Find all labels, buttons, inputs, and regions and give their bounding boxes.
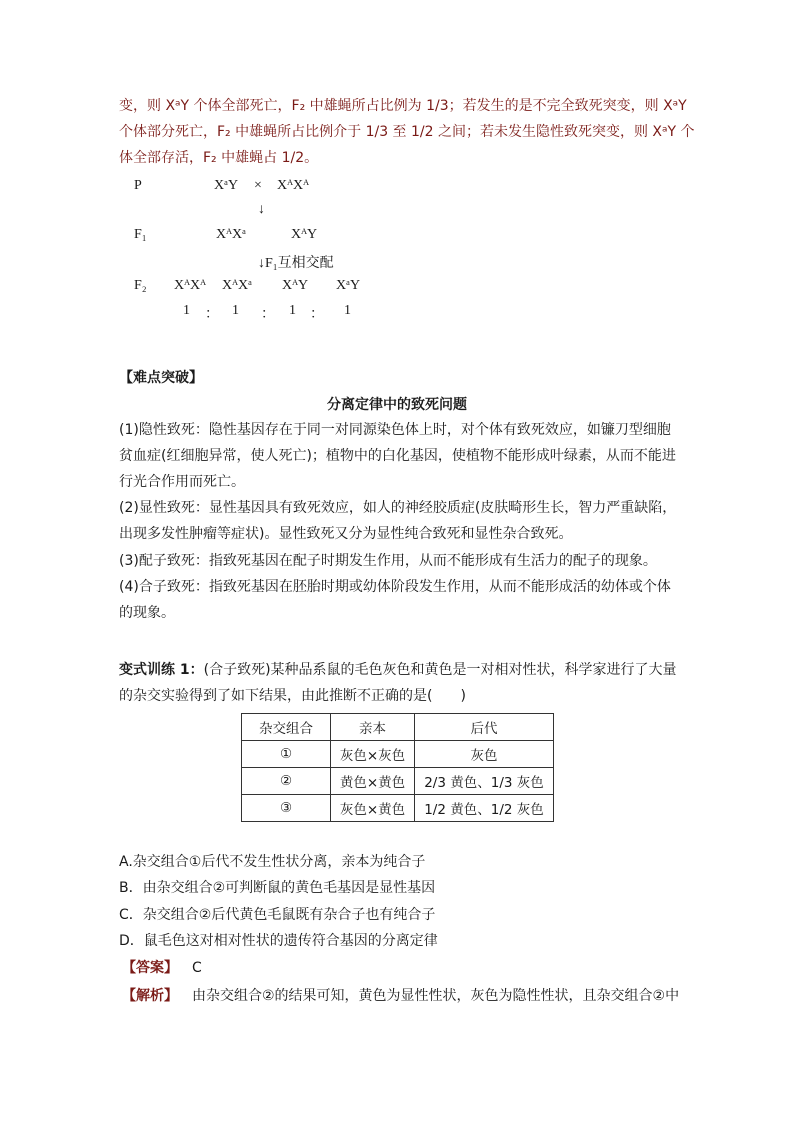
p-female-genotype: XᴬXᴬ: [277, 178, 310, 193]
f2-genotype-1: XᴬXᴬ: [174, 278, 207, 293]
down-arrow-1: ↓: [258, 202, 265, 217]
analysis-line: [122, 986, 679, 1006]
ratio-separator: ：: [205, 307, 219, 322]
answer-value: C: [192, 960, 202, 976]
f1-intercross-note: ↓F₁互相交配: [258, 256, 334, 271]
ratio-value: 1: [183, 303, 190, 318]
intro-line-3: 体全部存活，F₂ 中雄蝇占 1/2。: [119, 150, 319, 166]
table-cell: ①: [242, 741, 331, 768]
option-b: B．由杂交组合②可判断鼠的黄色毛基因是显性基因: [119, 880, 436, 896]
table-cell: 灰色×黄色: [331, 795, 415, 822]
answer-line: [122, 958, 202, 978]
table-cell: 1/2 黄色、1/2 灰色: [415, 795, 554, 822]
f2-genotype-2: XᴬXᵃ: [222, 278, 252, 293]
section-title: 分离定律中的致死问题: [327, 397, 467, 413]
paragraph-4-line-1: (4)合子致死：指致死基因在胚胎时期或幼体阶段发生作用，从而不能形成活的幼体或个体: [119, 579, 671, 595]
paragraph-4-line-2: 的现象。: [119, 605, 175, 621]
exercise-question-text: (合子致死)某种品系鼠的毛色灰色和黄色是一对相对性状，科学家进行了大量: [203, 662, 677, 678]
option-d: D．鼠毛色这对相对性状的遗传符合基因的分离定律: [119, 933, 438, 949]
f1-female-genotype: XᴬXᵃ: [216, 227, 246, 242]
table-header-row: [242, 714, 554, 741]
intro-line-1: 变，则 XᵃY 个体全部死亡，F₂ 中雄蝇所占比例为 1/3；若发生的是不完全致死突变，则 XᵃY: [119, 98, 687, 114]
paragraph-1-line-2: 贫血症(红细胞异常，使人死亡)；植物中的白化基因，使植物不能形成叶绿素，从而不能进: [119, 448, 676, 464]
exercise-label: 变式训练 1：: [119, 662, 204, 678]
f2-genotype-3: XᴬY: [282, 278, 309, 293]
option-c: C．杂交组合②后代黄色毛鼠既有杂合子也有纯合子: [119, 907, 436, 923]
table-header-cell: 后代: [415, 714, 554, 741]
cross-symbol: ×: [254, 178, 262, 193]
intro-line-2: 个体部分死亡，F₂ 中雄蝇所占比例介于 1/3 至 1/2 之间；若未发生隐性致死突变，则 XᵃY 个: [119, 124, 695, 140]
results-table: [241, 713, 554, 822]
table-cell: 灰色×灰色: [331, 741, 415, 768]
p-male-genotype: XᵃY: [214, 178, 239, 193]
paragraph-2-line-1: (2)显性致死：显性基因具有致死效应，如人的神经胶质症(皮肤畸形生长，智力严重缺陷，: [119, 500, 677, 516]
table-header-cell: 杂交组合: [242, 714, 331, 741]
table-cell: ②: [242, 768, 331, 795]
paragraph-2-line-2: 出现多发性肿瘤等症状)。显性致死又分为显性纯合致死和显性杂合致死。: [119, 526, 573, 542]
p-generation-label: P: [134, 178, 142, 193]
ratio-value: 1: [344, 303, 351, 318]
table-row: [242, 741, 554, 768]
option-a: A.杂交组合①后代不发生性状分离，亲本为纯合子: [119, 854, 426, 870]
ratio-separator: ：: [310, 307, 324, 322]
answer-label: 【答案】: [122, 960, 178, 976]
section-header: 【难点突破】: [119, 370, 203, 386]
ratio-value: 1: [232, 303, 239, 318]
table-cell: 灰色: [415, 741, 554, 768]
ratio-value: 1: [289, 303, 296, 318]
table-cell: 黄色×黄色: [331, 768, 415, 795]
table-cell: ③: [242, 795, 331, 822]
table-row: [242, 795, 554, 822]
ratio-separator: ：: [261, 307, 275, 322]
paragraph-3: (3)配子致死：指致死基因在配子时期发生作用，从而不能形成有生活力的配子的现象。: [119, 553, 657, 569]
paragraph-1-line-1: (1)隐性致死：隐性基因存在于同一对同源染色体上时，对个体有致死效应，如镰刀型细胞: [119, 422, 671, 438]
table-header-cell: 亲本: [331, 714, 415, 741]
analysis-text: 由杂交组合②的结果可知，黄色为显性性状，灰色为隐性性状，且杂交组合②中: [192, 988, 680, 1004]
exercise-question-line-2: 的杂交实验得到了如下结果，由此推断不正确的是( ): [119, 688, 466, 704]
table-row: [242, 768, 554, 795]
f1-male-genotype: XᴬY: [291, 227, 318, 242]
f2-genotype-4: XᵃY: [336, 278, 361, 293]
exercise-question-line-1: [119, 660, 677, 680]
table-cell: 2/3 黄色、1/3 灰色: [415, 768, 554, 795]
paragraph-1-line-3: 行光合作用而死亡。: [119, 474, 245, 490]
f2-generation-label: F₂: [134, 278, 147, 293]
analysis-label: 【解析】: [122, 988, 178, 1004]
f1-generation-label: F₁: [134, 227, 147, 242]
